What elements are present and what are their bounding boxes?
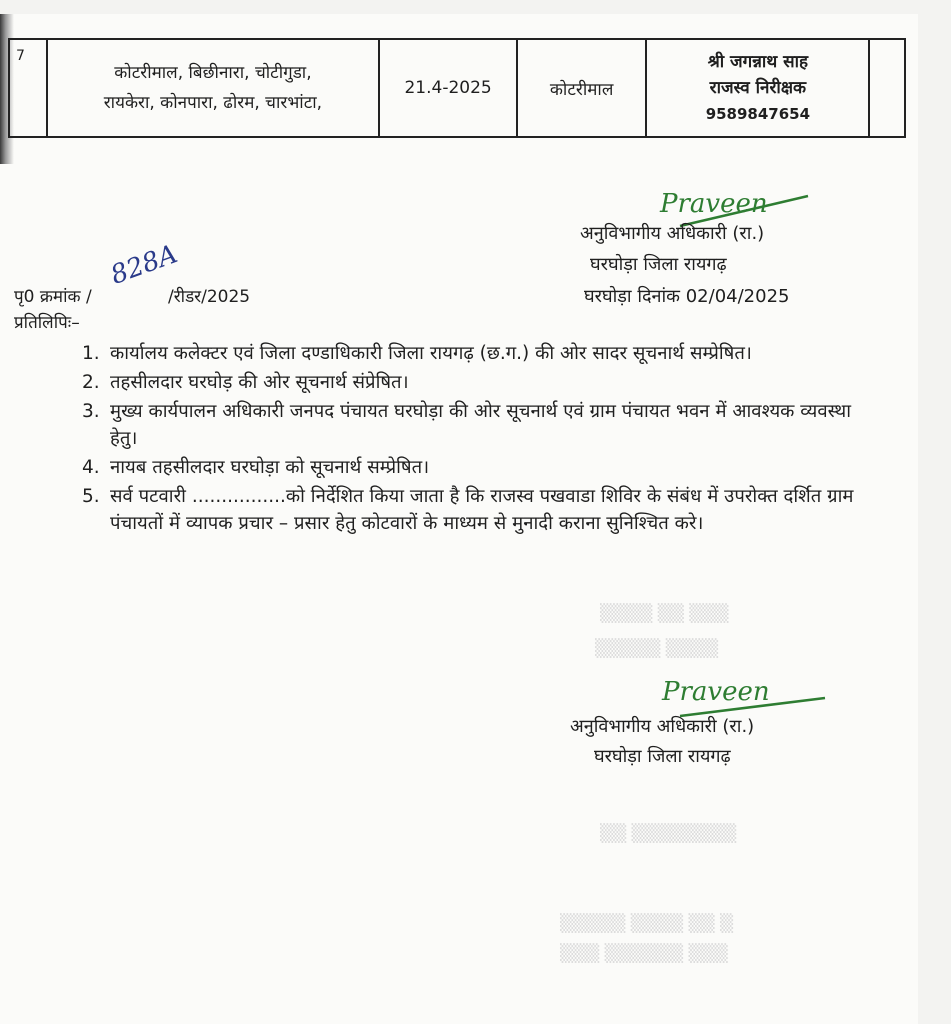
- reference-prefix: पृ0 क्रमांक /: [14, 287, 92, 307]
- list-item-text: मुख्य कार्यपालन अधिकारी जनपद पंचायत घरघोड़ा की ओर सूचनार्थ एवं ग्राम पंचायत भवन में आवश्यक व्यवस्था हेतु।: [110, 401, 852, 449]
- bleed-through-text: ▒▒▒▒▒ ▒▒▒▒: [595, 639, 719, 659]
- signature-1-text: Praveen: [660, 189, 768, 219]
- list-item-text: नायब तहसीलदार घरघोड़ा को सूचनार्थ सम्प्रेषित।: [110, 457, 430, 478]
- date-cell: 21.4-2025: [379, 39, 517, 137]
- list-item: [82, 454, 882, 481]
- bleed-through-text: ▒▒▒▒▒ ▒▒▒▒ ▒▒ ▒: [560, 914, 734, 934]
- villages-line: कोटरीमाल, बिछीनारा, चोटीगुडा,: [114, 63, 312, 83]
- list-item-number: 5.: [82, 486, 100, 507]
- villages-cell: [47, 39, 380, 137]
- bleed-through-text: ▒▒▒ ▒▒▒▒▒▒ ▒▒▒: [560, 944, 728, 964]
- serial-number-cell: 7: [9, 39, 47, 137]
- copy-to-heading: प्रतिलिपिः–: [14, 313, 80, 333]
- signature-1-place: घरघोड़ा जिला रायगढ़: [590, 254, 727, 275]
- bleed-through-text: ▒▒▒▒ ▒▒ ▒▒▒: [600, 604, 729, 624]
- table-row: [9, 39, 905, 137]
- list-item-number: 1.: [82, 343, 100, 364]
- bleed-through-text: ▒▒ ▒▒▒▒▒▒▒▒: [600, 824, 737, 844]
- signature-1-designation: अनुविभागीय अधिकारी (रा.): [580, 223, 765, 244]
- reference-number-handwritten: 828A: [106, 239, 182, 291]
- copy-to-list: [82, 340, 882, 539]
- officer-designation: राजस्व निरीक्षक: [709, 78, 807, 98]
- reference-suffix: /रीडर/2025: [168, 287, 251, 307]
- signature-2-designation: अनुविभागीय अधिकारी (रा.): [570, 716, 755, 737]
- villages-line: रायकेरा, कोनपारा, ढोरम, चारभांटा,: [103, 93, 323, 113]
- schedule-table: [8, 38, 906, 138]
- officer-cell: [646, 39, 869, 137]
- list-item-number: 4.: [82, 457, 100, 478]
- list-item-number: 3.: [82, 401, 100, 422]
- list-item: [82, 340, 882, 367]
- officer-name: श्री जगन्नाथ साह: [707, 52, 809, 72]
- list-item-text: सर्व पटवारी ................को निर्देशित किया जाता है कि राजस्व पखवाडा शिविर के संबंध में उपरोक्त दर्शित ग्राम पंचायतों में व्यापक प्रचार – प्रसार हेतु कोटवारों के माध्यम से मुनादी कराना सुनिश्चित करे।: [110, 486, 854, 534]
- reference-date: घरघोड़ा दिनांक 02/04/2025: [584, 286, 790, 307]
- list-item-text: कार्यालय कलेक्टर एवं जिला दण्डाधिकारी जिला रायगढ़ (छ.ग.) की ओर सादर सूचनार्थ सम्प्रेषित।: [110, 343, 752, 364]
- document-page: [0, 14, 918, 1024]
- list-item: [82, 398, 882, 452]
- empty-cell: [869, 39, 905, 137]
- signature-2-text: Praveen: [662, 677, 770, 707]
- signature-2: [640, 662, 840, 722]
- list-item: [82, 369, 882, 396]
- signature-2-place: घरघोड़ा जिला रायगढ़: [594, 746, 731, 767]
- list-item-text: तहसीलदार घरघोड़ की ओर सूचनार्थ संप्रेषित।: [110, 372, 409, 393]
- list-item: [82, 483, 882, 537]
- place-cell: कोटरीमाल: [517, 39, 646, 137]
- list-item-number: 2.: [82, 372, 100, 393]
- officer-phone: 9589847654: [705, 105, 811, 123]
